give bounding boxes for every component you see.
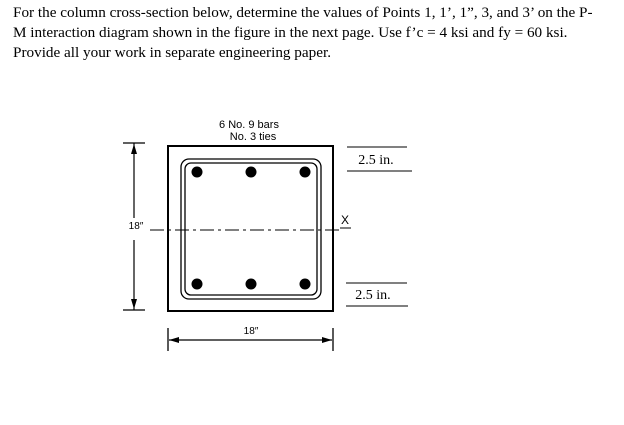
rebar-bottom-middle	[246, 279, 257, 290]
height-dim-arrow-bottom	[131, 299, 137, 309]
width-dim-arrow-left	[169, 337, 179, 343]
height-dimension: 18″	[128, 221, 144, 232]
bars-label: 6 No. 9 bars	[219, 119, 279, 131]
tie-inner	[185, 163, 317, 295]
rebar-top-middle	[246, 167, 257, 178]
rebar-bottom-left	[192, 279, 203, 290]
problem-line-3: Provide all your work in separate engineering paper.	[13, 44, 331, 61]
rebar-bottom-right	[300, 279, 311, 290]
rebar-top-left	[192, 167, 203, 178]
cover-top-dimension: 2.5 in.	[358, 153, 394, 168]
problem-line-2: M interaction diagram shown in the figure in the next page. Use f’c = 4 ksi and fy = 60 ksi.	[13, 24, 568, 41]
height-dim-arrow-top	[131, 144, 137, 154]
cover-bottom-dimension: 2.5 in.	[355, 288, 391, 303]
width-dimension: 18″	[243, 326, 259, 337]
tie-outer	[181, 159, 321, 299]
width-dim-arrow-right	[322, 337, 332, 343]
rebar-top-right	[300, 167, 311, 178]
ties-label: No. 3 ties	[229, 131, 277, 143]
problem-line-1: For the column cross-section below, determine the values of Points 1, 1’, 1”, 3, and 3’ on the P-	[13, 4, 593, 21]
axis-label: X	[340, 213, 350, 227]
